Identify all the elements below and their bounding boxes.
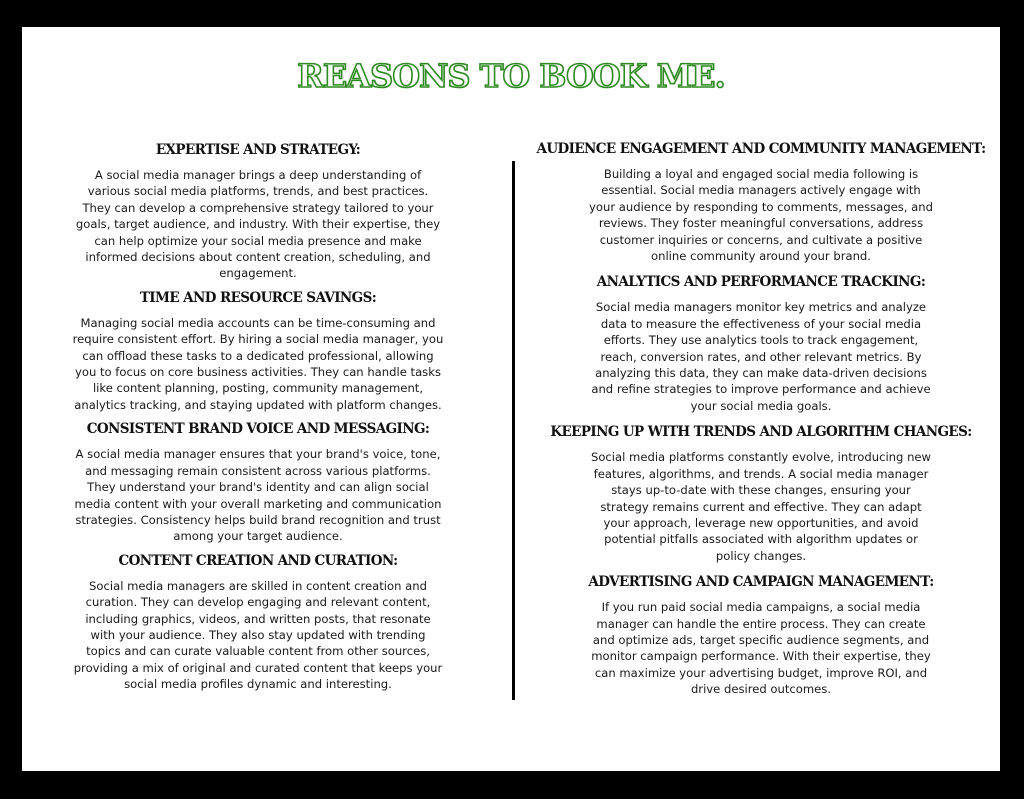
section-body: Managing social media accounts can be time-consuming and require consistent effort. By hiring a social media manager, you can offload these tasks to a dedicated professional, allowing you to focus on core business activities. They can handle tasks like content planning, posting, community management, analytics tracking, and staying updated with platform changes. — [72, 315, 444, 412]
left-column — [68, 142, 448, 701]
section-heading: TIME AND RESOURCE SAVINGS: — [139, 289, 377, 306]
section-time-resource-savings — [68, 290, 448, 413]
column-divider — [512, 161, 515, 700]
section-advertising — [522, 574, 1000, 697]
page-title: REASONS TO BOOK ME. — [297, 57, 725, 95]
section-body: Building a loyal and engaged social media following is essential. Social media managers actively engage with your audience by responding to comments, messages, and reviews. They foster meaningful conversations, address customer inquiries or concerns, and cultivate a positive online community around your brand. — [589, 167, 933, 264]
section-body: Social media managers are skilled in content creation and curation. They can develop engaging and relevant content, including graphics, videos, and written posts, that resonate with your audience. They also stay updated with trending topics and can curate valuable content from other sources, providing a mix of original and curated content that keeps your social media profiles dynamic and interesting. — [73, 578, 443, 692]
section-audience-engagement — [522, 141, 1000, 264]
section-heading: AUDIENCE ENGAGEMENT AND COMMUNITY MANAGEMENT: — [536, 141, 986, 157]
section-expertise-strategy — [68, 142, 448, 282]
section-brand-voice — [68, 421, 448, 544]
section-heading: CONSISTENT BRAND VOICE AND MESSAGING: — [86, 421, 430, 438]
section-body: If you run paid social media campaigns, a social media manager can handle the entire process. They can create and optimize ads, target specific audience segments, and monitor campaign performance. With their expertise, they can maximize your advertising budget, improve ROI, and drive desired outcomes. — [591, 600, 931, 697]
section-heading: ANALYTICS AND PERFORMANCE TRACKING: — [596, 274, 926, 291]
document-page — [22, 27, 1000, 771]
section-heading: ADVERTISING AND CAMPAIGN MANAGEMENT: — [588, 574, 934, 591]
right-column — [522, 141, 1000, 708]
section-trends-algorithm — [522, 424, 1000, 564]
section-content-creation — [68, 553, 448, 693]
section-body: Social media platforms constantly evolve, introducing new features, algorithms, and trends. A social media manager stays up-to-date with these changes, ensuring your strategy remains current and effective. They can adapt your approach, leverage new opportunities, and avoid potential pitfalls associated with algorithm updates or policy changes. — [590, 450, 932, 563]
section-heading: EXPERTISE AND STRATEGY: — [155, 142, 361, 158]
section-body: A social media manager ensures that your brand's voice, tone, and messaging remain consistent across various platforms. They understand your brand's identity and can align social media content with your overall marketing and communication strategies. Consistency helps build brand recognition and trust among your target audience. — [74, 447, 442, 544]
section-body: A social media manager brings a deep understanding of various social media platforms, trends, and best practices. They can develop a comprehensive strategy tailored to your goals, target audience, and industry. With their expertise, they can help optimize your social media presence and make informed decisions about content creation, scheduling, and engagement. — [75, 168, 441, 281]
section-analytics — [522, 274, 1000, 414]
section-heading: KEEPING UP WITH TRENDS AND ALGORITHM CHANGES: — [550, 424, 972, 441]
section-body: Social media managers monitor key metrics and analyze data to measure the effectiveness of your social media efforts. They use analytics tools to track engagement, reach, conversion rates, and other relevant metrics. By analyzing this data, they can make data-driven decisions and refine strategies to improve performance and achieve your social media goals. — [591, 300, 931, 413]
section-heading: CONTENT CREATION AND CURATION: — [118, 552, 398, 569]
